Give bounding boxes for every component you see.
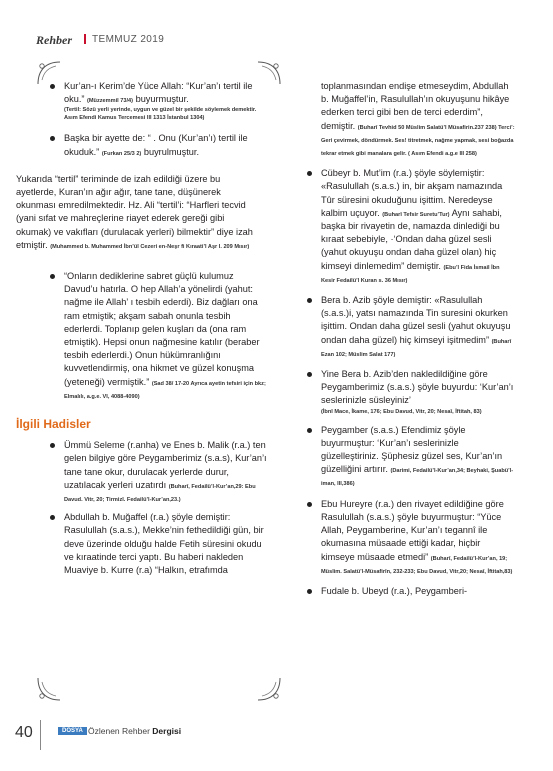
list-item [48, 132, 268, 158]
source-ref: (Furkan 25/3 2) [101, 150, 142, 157]
list-item [305, 167, 515, 286]
list-item [305, 498, 515, 577]
source-note: (Tertil: Sözü yerli yerinde, uygun ve güzel bir şekilde söylemek demektir. Asım Efendi Kamus Tercemesi III 1313 İstanbul 1304) [64, 107, 257, 122]
bullet-text: Cübeyr b. Mut’im (r.a.) şöyle söylemiştir: «Rasulullah (s.a.s.) in, bir akşam namazında Tûr süresini okuduğunu işittim. Neredeyse kalbim uçuyor. [321, 168, 503, 218]
header-logo: Rehber [36, 33, 72, 47]
continued-text: toplanmasından endişe etmeseydim, Abdullah b. Muğaffel’in, Rasulullah’ın okuyuşunu hikâye ederken terci gibi ben de terci ederdim”, demiştir. [321, 81, 510, 131]
list-item [305, 368, 515, 416]
list-item [48, 511, 268, 577]
magazine-title [88, 726, 181, 736]
list-item [305, 294, 515, 360]
list-item [48, 439, 268, 505]
source-ref: (Müzzemmil 73/4) [87, 98, 134, 105]
page-number: 40 [15, 724, 33, 741]
corner-ornament-icon [256, 676, 282, 702]
bullet-text-tail: buyurmuştur. [135, 94, 189, 105]
bullet-text: Bera b. Azib şöyle demiştir: «Rasulullah (s.a.s.)i, yatsı namazında Tin suresini okurken işittim. Ondan daha güzel sesli (yahut okuyuşu ondan daha güzel) hiç kimseyi işitmedim” [321, 295, 511, 345]
source-ref: (Buharî Tefsir Suretu’Tur) [382, 211, 450, 218]
bullet-text-cont: Aynı sahabi, başka bir rivayetin de, namazda dinlediği bu kıraat sebebiyle, ·‘Ondan daha güzel sesli (yahut okuyuşu ondan daha güzel olan) hiç kimseyi dinlemedim” demiştir. [321, 207, 502, 271]
source-note: (Ebu’l Fida İsmail İbn Kesir Fedailü’l Kuran s. 36 Mısır) [321, 264, 500, 284]
source-note: (Buharî Ezan 102; Müslim Salat 177) [321, 338, 512, 358]
section-title: İlgili Hadisler [16, 417, 91, 432]
bullet-text: Başka bir ayette de: “ . Onu (Kur’an’ı) tertil ile okuduk.” [64, 133, 248, 157]
corner-ornament-icon [36, 676, 62, 702]
source-note: (İbnî Mace, İkame, 176; Ebu Davud, Vitr, 20; Nesaî, İftitah, 83) [321, 408, 482, 415]
bullet-text: Ümmü Seleme (r.anha) ve Enes b. Malik (r.a.) ten gelen bilgiye göre Peygamberimiz (s.a.s), Kur’an’ı tane tane okur, durulacak yerlerde durur, uzatılacak yerleri uzatırdı [64, 440, 267, 490]
paragraph: Yukarıda “tertil” teriminde de izah edildiği üzere bu ayetlerde, Kuran’ın ağır ağır, tane tane, düşünerek okunması emredilmektedir. Hz. Ali “tertil’i: “Harfleri tecvid (yani sıfat ve mahreçlerine riayet ederek gereği gibi okumak) ve vakıfları (durulacak yerleri) bilmektir” diye izah etmiştir. [16, 173, 253, 250]
header-issue: TEMMUZ 2019 [92, 34, 165, 45]
bullet-text: Ebu Hureyre (r.a.) den rivayet edildiğine göre Rasulullah (s.a.s.) şöyle buyurmuştur: “Yüce Allah, Peygamberine, Kur’an’ı tegannî ile okumasına müsaade ettiği kadar, hiçbir kimseye müsaade etmedi” [321, 498, 504, 562]
header-separator [84, 34, 86, 44]
bullet-text: Kur’an-ı Kerim’de Yüce Allah: “Kur’an’ı tertil ile oku.” [64, 81, 253, 105]
source-note: (Muhammed b. Muhammed İbn’ül Cezeri en-Neşr fi Kıraati’l Aşr I. 209 Mısır) [50, 243, 250, 250]
source-note: (Buharî, Fedailü’l-Kur’an, 19; Müslim. Salatü’l-Müsafirîn, 232-233; Ebu Davud, Vitr,20; Nesaî, İftitah,83) [321, 555, 513, 575]
section-badge: DOSYA [58, 727, 87, 735]
source-note: (Sad 38/ 17-20 Ayrıca ayetin tefsiri için bkz; Elmalılı, a.g.e. VI, 4088-4090) [64, 380, 266, 400]
bullet-text: Yine Bera b. Azib’den nakledildiğine göre Peygamberimiz (s.a.s.) şöyle buyurdu: ‘Kur’an’ı seslerinizle süsleyiniz’ [321, 369, 514, 406]
source-note: (Darimi, Fedailü’l-Kur’an,34; Beyhaki, Şuabü’l-iman, III,386) [321, 468, 514, 488]
list-item [305, 585, 515, 598]
right-column [305, 80, 515, 598]
bullet-text: Abdullah b. Muğaffel (r.a.) şöyle demiştir: Rasulullah (s.a.s.), Mekke’nin fethedildiği gün, bir deve üzerinde olduğu halde Fetih süresini okudu ve kıraatinde terci yaptı. Bu haberi nakleden Muaviye b. Kurre (r.a) “Halkın, etrafımda [64, 512, 264, 576]
bullet-text-tail: buyrulmuştur. [143, 146, 200, 157]
bullet-text: Fudale b. Ubeyd (r.a.), Peygamberi- [321, 585, 468, 596]
bullet-text: Peygamber (s.a.s.) Efendimiz şöyle buyurmuştur: ‘Kur’an’ı seslerinizle güzelleştiriniz. Şüphesiz güzel ses, Kur’an’ın güzelliğini artırır. [321, 424, 503, 475]
list-item [48, 80, 268, 122]
footer-divider [40, 720, 41, 750]
source-note: (Buharî, Fedailü’l-Kur’an,29: Ebu Davud. Vitr, 20; Tirmizî. Fedailü’l-Kur’an,23.) [64, 483, 256, 504]
list-item [305, 424, 515, 490]
list-item [48, 270, 268, 402]
magazine-title-plain: Özlenen Rehber [88, 726, 153, 736]
bullet-text: “Onların dediklerine sabret güçlü kulumuz Davud’u hatırla. O hep Allah’a yönelirdi (yahut: nağme ile Allah’ ı tesbih ederdi). Biz dağları ona ram etmiştik; akşam sabah onunla tesbih ederlerdi. Toplanıp gelen kuşları da (ona ram etmiştik). Hepsi onun nağmesine katılır (beraber tesbih ederlerdi.) Onun hükümranlığını kuvvetlendirmiş, ona hikmet ve güzel konuşma (yeteneği) vermiştik.” [64, 271, 260, 387]
source-note: (Buharî Tevhid 50 Müslim Salatü’l Müsafirin.237 238) Terci’: Geri çevirmek, döndürmek. Ses! titretmek, nağme yapmak, sesi boğazda tekrar etmek gibi manalara gelir. ( Asım Efendi a.g.e III 258) [321, 124, 515, 158]
left-column [16, 80, 268, 577]
magazine-title-bold: Dergisi [152, 726, 182, 736]
